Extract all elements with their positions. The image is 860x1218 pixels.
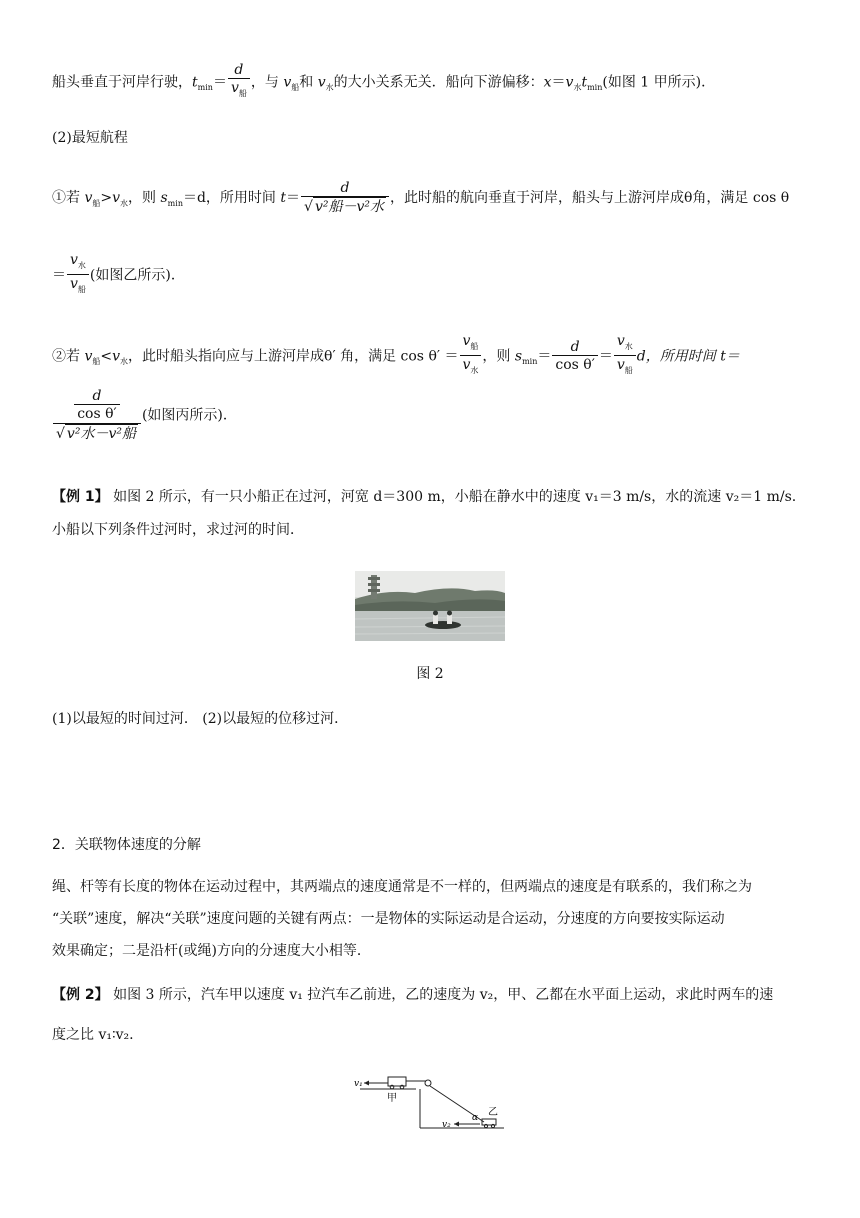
text: 小船以下列条件过河时，求过河的时间． bbox=[52, 522, 304, 538]
v: v bbox=[462, 333, 471, 349]
fraction bbox=[67, 252, 89, 299]
heading: 2．关联物体速度的分解 bbox=[52, 837, 201, 853]
text: 度之比 v₁∶v₂. bbox=[52, 1027, 134, 1043]
den: cos θ′ bbox=[77, 406, 117, 422]
v: v bbox=[565, 74, 574, 91]
den: cos θ′ bbox=[555, 356, 595, 373]
case1-line2 bbox=[52, 252, 185, 299]
text: ①若 bbox=[52, 190, 85, 206]
section2-p3 bbox=[52, 940, 371, 962]
den: v bbox=[230, 80, 239, 96]
text: ，与 bbox=[250, 74, 284, 91]
v: v bbox=[616, 333, 625, 349]
v2-label: v₂ bbox=[442, 1120, 451, 1130]
text: ，则 bbox=[128, 190, 161, 206]
sub: min bbox=[522, 357, 538, 367]
pulley bbox=[425, 1080, 431, 1086]
text: 的大小关系无关．船向下游偏移： bbox=[333, 74, 544, 91]
sub: 水 bbox=[624, 341, 633, 351]
num: d bbox=[74, 388, 120, 405]
eq: ＝ bbox=[286, 190, 301, 206]
text: (1)以最短的时间过河． (2)以最短的位移过河． bbox=[52, 711, 349, 727]
gt: > bbox=[100, 190, 113, 206]
figure-2-caption: 图 2 bbox=[416, 666, 444, 682]
sub: 水 bbox=[120, 198, 129, 208]
case2-line1 bbox=[52, 333, 740, 380]
v: v bbox=[616, 356, 625, 373]
eq: ＝ bbox=[551, 74, 566, 91]
s: s bbox=[160, 190, 168, 206]
text: ，此时船头指向应与上游河岸成θ′ 角，满足 cos θ′ ＝ bbox=[128, 348, 459, 365]
text: “关联”速度，解决“关联”速度问题的关键有两点：一是物体的实际运动是合运动，分速度的方向要按实际运动 bbox=[52, 911, 725, 927]
text: 如图 3 所示，汽车甲以速度 v₁ 拉汽车乙前进，乙的速度为 v₂，甲、乙都在水平面上运动，求此时两车的速 bbox=[108, 987, 774, 1003]
car-jia bbox=[388, 1077, 406, 1086]
num: d bbox=[301, 180, 389, 197]
fraction bbox=[460, 333, 482, 380]
fraction: $\frac{\frac{d}{\text{cos θ′}}}{\text{√ v²水－v²船}}$ bbox=[53, 388, 141, 443]
sub: 水 bbox=[120, 357, 129, 367]
example2-line1 bbox=[52, 984, 773, 1006]
sub: 水 bbox=[470, 365, 479, 375]
sub: 船 bbox=[77, 284, 86, 294]
sub: 船 bbox=[470, 341, 479, 351]
example1-line2 bbox=[52, 519, 304, 541]
v: v bbox=[112, 190, 121, 206]
text: ，此时船的航向垂直于河岸，船头与上游河岸成θ角，满足 cos θ bbox=[390, 190, 790, 206]
yi-label: 乙 bbox=[488, 1107, 498, 1118]
example-label: 【例 2】 bbox=[52, 987, 109, 1003]
v: v bbox=[84, 190, 93, 206]
text: 和 bbox=[299, 74, 318, 91]
sub: min bbox=[587, 83, 603, 93]
sub: 水 bbox=[77, 260, 86, 270]
case1-line1 bbox=[52, 180, 789, 216]
v: v bbox=[317, 74, 326, 91]
text: ②若 bbox=[52, 348, 85, 365]
fraction bbox=[614, 333, 636, 380]
alpha-label: α bbox=[472, 1113, 479, 1123]
example1-questions bbox=[52, 708, 348, 730]
text: 如图 2 所示，有一只小船正在过河，河宽 d＝300 m，小船在静水中的速度 v₁＝3 m/s，水的流速 v₂＝1 m/s. bbox=[108, 489, 797, 505]
text: 船头垂直于河岸行驶， bbox=[52, 74, 192, 91]
radical: v²船－v²水 bbox=[314, 199, 384, 215]
text: (如图乙所示)． bbox=[89, 267, 185, 284]
t-symbol: t bbox=[192, 74, 198, 91]
text: d，所用时间 t＝ bbox=[636, 348, 740, 365]
section2-p2 bbox=[52, 908, 725, 930]
v: v bbox=[70, 275, 78, 292]
s: s bbox=[514, 348, 523, 365]
sub: 水 bbox=[325, 83, 334, 93]
eq: ＝ bbox=[537, 348, 552, 365]
example1-line1 bbox=[52, 486, 796, 508]
num: d bbox=[552, 339, 598, 356]
section2-heading bbox=[52, 834, 201, 856]
sub: min bbox=[167, 198, 183, 208]
eq: ＝ bbox=[598, 348, 613, 365]
jia-label: 甲 bbox=[387, 1093, 397, 1104]
v: v bbox=[84, 348, 93, 365]
line-tmin bbox=[52, 62, 715, 103]
sub: 船 bbox=[92, 198, 101, 208]
heading: (2)最短航程 bbox=[52, 130, 128, 146]
v: v bbox=[112, 348, 121, 365]
sub: 船 bbox=[291, 83, 300, 93]
section2-p1 bbox=[52, 876, 752, 898]
v: v bbox=[462, 356, 471, 373]
text: (如图丙所示)． bbox=[141, 407, 237, 424]
eq: ＝ bbox=[52, 267, 66, 284]
example-label: 【例 1】 bbox=[52, 489, 109, 505]
text: ，则 bbox=[482, 348, 515, 365]
figure-3-diagram bbox=[350, 1068, 510, 1138]
t: t bbox=[581, 74, 588, 91]
sub: 船 bbox=[238, 88, 247, 98]
sub: 船 bbox=[624, 365, 633, 375]
sub: 船 bbox=[92, 357, 101, 367]
num: d bbox=[228, 62, 250, 79]
sub: min bbox=[197, 83, 213, 93]
eq: ＝ bbox=[212, 74, 227, 91]
fraction bbox=[228, 62, 250, 103]
text: ＝d，所用时间 bbox=[182, 190, 281, 206]
text: 效果确定；二是沿杆(或绳)方向的分速度大小相等． bbox=[52, 943, 371, 959]
heading-shortest-path bbox=[52, 127, 128, 149]
text: (如图 1 甲所示)． bbox=[602, 74, 716, 91]
text: 绳、杆等有长度的物体在运动过程中，其两端点的速度通常是不一样的，但两端点的速度是有联系的，我们称之为 bbox=[52, 879, 752, 895]
fraction: $\frac{d}{\text{√ v²船－v²水}}$ bbox=[301, 180, 389, 216]
case2-line2 bbox=[52, 388, 237, 443]
car-yi bbox=[482, 1119, 496, 1125]
example2-line2 bbox=[52, 1024, 134, 1046]
v: v bbox=[70, 252, 78, 268]
fraction bbox=[552, 339, 598, 374]
sub: 水 bbox=[573, 83, 582, 93]
v: v bbox=[283, 74, 292, 91]
radical: v²水－v²船 bbox=[66, 426, 136, 442]
lt: < bbox=[100, 348, 113, 365]
v1-label: v₁ bbox=[354, 1079, 363, 1089]
lake-boat-photo bbox=[355, 571, 505, 641]
t: t bbox=[280, 190, 287, 206]
x: x bbox=[543, 74, 552, 91]
